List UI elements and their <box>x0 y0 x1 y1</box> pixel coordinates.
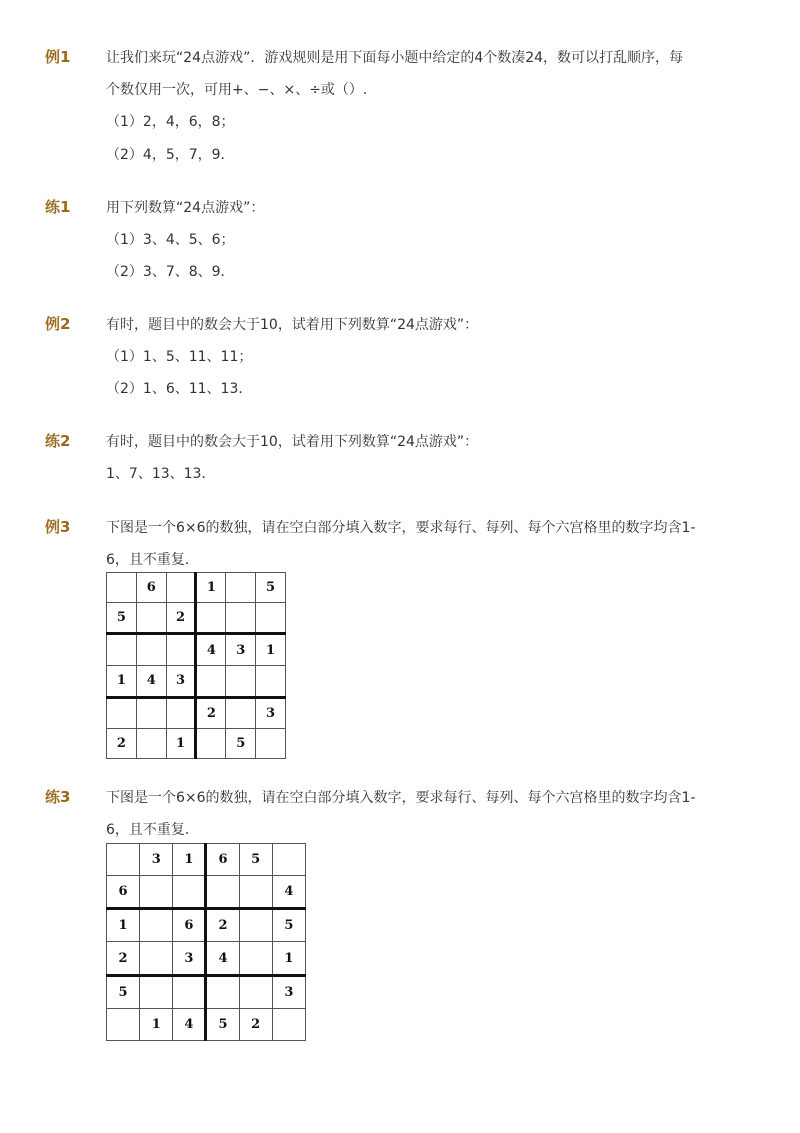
example-1-item-1: （1）2，4，6，8； <box>106 114 235 130</box>
example-3-sudoku-cell <box>107 634 137 666</box>
example-3-label: 例3 <box>45 518 71 536</box>
practice-3-text-line-2: 6，且不重复． <box>106 822 199 838</box>
example-3-sudoku-cell <box>226 573 256 603</box>
example-1-text-line-1: 让我们来玩“24点游戏”．游戏规则是用下面每小题中给定的4个数凑24，数可以打乱顺序，每 <box>106 50 684 66</box>
practice-2-numbers: 1、7、13、13． <box>106 466 216 482</box>
example-3-sudoku-cell: 2 <box>196 697 226 729</box>
practice-3-sudoku-cell <box>272 1009 305 1041</box>
practice-2-label: 练2 <box>45 432 71 450</box>
practice-3-sudoku-cell <box>206 975 239 1008</box>
practice-3-sudoku-cell <box>140 975 173 1008</box>
practice-3-sudoku-cell: 3 <box>140 844 173 876</box>
practice-3-sudoku-cell: 1 <box>140 1009 173 1041</box>
practice-3-sudoku-cell: 6 <box>173 909 206 942</box>
example-3-sudoku-cell <box>136 634 166 666</box>
practice-3-sudoku-cell: 4 <box>206 942 239 975</box>
practice-1-item-1: （1）3、4、5、6； <box>106 232 235 248</box>
example-3-sudoku-row <box>107 729 286 759</box>
practice-3-sudoku-cell: 5 <box>107 975 140 1008</box>
practice-1-label: 练1 <box>45 198 71 216</box>
practice-3-sudoku-cell: 6 <box>107 875 140 908</box>
practice-3-sudoku-cell <box>173 975 206 1008</box>
practice-3-sudoku-cell: 1 <box>107 909 140 942</box>
practice-3-sudoku-cell <box>206 875 239 908</box>
example-3-sudoku-grid <box>106 572 286 759</box>
example-2-label: 例2 <box>45 315 71 333</box>
practice-3-sudoku-cell <box>140 875 173 908</box>
example-1-item-2: （2）4，5，7，9． <box>106 147 235 163</box>
practice-2-text: 有时，题目中的数会大于10，试着用下列数算“24点游戏”： <box>106 434 479 450</box>
example-3-sudoku-cell <box>196 729 226 759</box>
practice-3-sudoku-row <box>107 909 306 942</box>
practice-3-sudoku-grid <box>106 843 306 1041</box>
practice-3-sudoku-cell: 2 <box>239 1009 272 1041</box>
practice-3-sudoku-cell: 4 <box>272 875 305 908</box>
practice-3-sudoku-cell <box>173 875 206 908</box>
example-3-sudoku-cell: 3 <box>166 665 196 697</box>
example-3-sudoku-cell: 1 <box>166 729 196 759</box>
example-3-sudoku-cell: 2 <box>107 729 137 759</box>
practice-3-sudoku-cell: 1 <box>173 844 206 876</box>
example-3-sudoku-row <box>107 665 286 697</box>
example-3-sudoku-cell <box>136 697 166 729</box>
example-3-sudoku-cell: 2 <box>166 602 196 634</box>
example-3-sudoku-cell <box>256 602 286 634</box>
practice-3-sudoku-cell <box>272 844 305 876</box>
practice-3-sudoku-cell <box>107 844 140 876</box>
practice-3-sudoku-cell: 4 <box>173 1009 206 1041</box>
example-3-sudoku-cell: 3 <box>226 634 256 666</box>
practice-3-sudoku-row <box>107 942 306 975</box>
example-3-sudoku-cell: 1 <box>107 665 137 697</box>
example-1-label: 例1 <box>45 48 71 66</box>
example-3-sudoku-cell <box>226 665 256 697</box>
practice-3-sudoku-row <box>107 975 306 1008</box>
example-2-text: 有时，题目中的数会大于10，试着用下列数算“24点游戏”： <box>106 317 479 333</box>
example-3-sudoku-cell <box>166 697 196 729</box>
practice-3-sudoku-row <box>107 1009 306 1041</box>
practice-3-sudoku-cell: 3 <box>173 942 206 975</box>
example-3-sudoku-cell: 1 <box>256 634 286 666</box>
practice-3-sudoku-row <box>107 875 306 908</box>
example-3-sudoku-cell: 4 <box>136 665 166 697</box>
example-2-item-1: （1）1、5、11、11； <box>106 349 253 365</box>
practice-1-text: 用下列数算“24点游戏”： <box>106 200 265 216</box>
example-3-sudoku-cell: 5 <box>256 573 286 603</box>
practice-3-sudoku-cell <box>239 875 272 908</box>
practice-3-label: 练3 <box>45 788 71 806</box>
practice-3-text-line-1: 下图是一个6×6的数独，请在空白部分填入数字，要求每行、每列、每个六宫格里的数字均含1- <box>106 790 696 806</box>
practice-3-sudoku-cell: 5 <box>239 844 272 876</box>
example-3-sudoku-cell <box>136 602 166 634</box>
example-3-sudoku-cell <box>166 573 196 603</box>
example-3-sudoku-cell <box>107 573 137 603</box>
example-3-sudoku-cell: 1 <box>196 573 226 603</box>
example-3-sudoku-row <box>107 697 286 729</box>
practice-3-sudoku-cell <box>107 1009 140 1041</box>
example-3-sudoku-cell: 6 <box>136 573 166 603</box>
example-3-sudoku-cell <box>196 665 226 697</box>
practice-3-sudoku-cell: 1 <box>272 942 305 975</box>
example-1-text-line-2: 个数仅用一次，可用+、−、×、÷或（）. <box>106 82 368 98</box>
example-3-sudoku-cell: 5 <box>107 602 137 634</box>
practice-3-sudoku-cell: 3 <box>272 975 305 1008</box>
example-3-sudoku-cell <box>107 697 137 729</box>
example-3-sudoku-cell: 3 <box>256 697 286 729</box>
example-3-sudoku-cell <box>256 665 286 697</box>
practice-3-sudoku-cell <box>239 975 272 1008</box>
example-3-sudoku-cell <box>166 634 196 666</box>
example-2-item-2: （2）1、6、11、13． <box>106 381 253 397</box>
example-3-text-line-2: 6，且不重复． <box>106 552 199 568</box>
example-3-text-line-1: 下图是一个6×6的数独，请在空白部分填入数字，要求每行、每列、每个六宫格里的数字均含1- <box>106 520 696 536</box>
example-3-sudoku-cell <box>226 697 256 729</box>
example-3-sudoku-row <box>107 602 286 634</box>
practice-3-sudoku-cell: 6 <box>206 844 239 876</box>
practice-3-sudoku-row <box>107 844 306 876</box>
example-3-sudoku-cell <box>256 729 286 759</box>
example-3-sudoku-row <box>107 634 286 666</box>
practice-3-sudoku-cell <box>239 942 272 975</box>
practice-3-sudoku-cell: 2 <box>206 909 239 942</box>
example-3-sudoku-cell: 5 <box>226 729 256 759</box>
example-3-sudoku-cell <box>196 602 226 634</box>
practice-3-sudoku-cell: 5 <box>206 1009 239 1041</box>
practice-1-item-2: （2）3、7、8、9． <box>106 264 235 280</box>
example-3-sudoku-row <box>107 573 286 603</box>
practice-3-sudoku-cell <box>140 942 173 975</box>
practice-3-sudoku-cell: 2 <box>107 942 140 975</box>
example-3-sudoku-cell <box>226 602 256 634</box>
practice-3-sudoku-cell: 5 <box>272 909 305 942</box>
example-3-sudoku-cell: 4 <box>196 634 226 666</box>
practice-3-sudoku-cell <box>140 909 173 942</box>
example-3-sudoku-cell <box>136 729 166 759</box>
practice-3-sudoku-cell <box>239 909 272 942</box>
